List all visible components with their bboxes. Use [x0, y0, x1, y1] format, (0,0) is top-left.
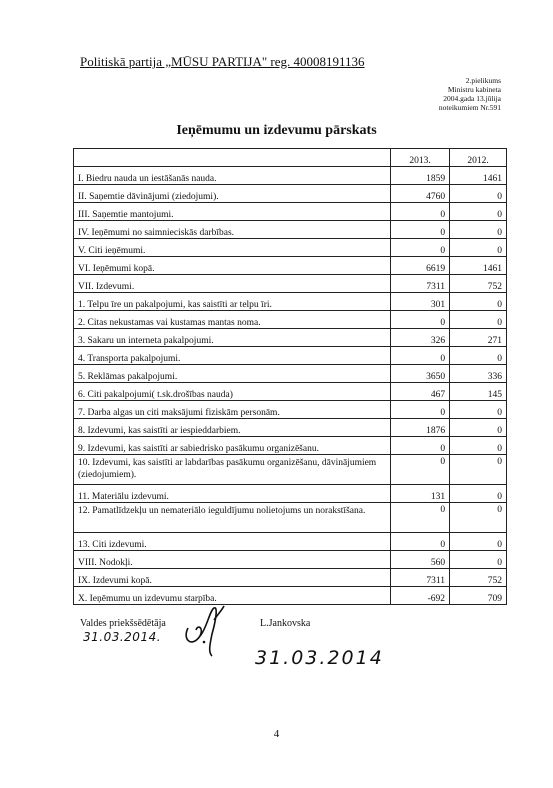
table-row — [74, 257, 507, 275]
value-2012: 1461 — [450, 167, 507, 185]
row-label: I. Biedru nauda un iestāšanās nauda. — [74, 167, 391, 185]
row-label: IV. Ieņēmumi no saimnieciskās darbības. — [74, 221, 391, 239]
income-expense-table — [73, 148, 507, 605]
value-2013: 6619 — [391, 257, 450, 275]
table-row — [74, 503, 507, 533]
value-2013: 1876 — [391, 419, 450, 437]
row-label: V. Citi ieņēmumi. — [74, 239, 391, 257]
party-name-header: Politiskā partija „MŪSU PARTIJA" reg. 40008191136 — [80, 54, 365, 69]
value-2013: 0 — [391, 203, 450, 221]
value-2013: 0 — [391, 533, 450, 551]
value-2013: 301 — [391, 293, 450, 311]
value-2013: 467 — [391, 383, 450, 401]
signatory-name: L.Jankovska — [260, 618, 311, 629]
table-row — [74, 239, 507, 257]
table-row — [74, 437, 507, 455]
value-2013: 3650 — [391, 365, 450, 383]
signatory-role: Valdes priekšsēdētāja — [80, 618, 166, 629]
row-label: 2. Citas nekustamas vai kustamas mantas noma. — [74, 311, 391, 329]
report-title: Ieņēmumu un izdevumu pārskats — [176, 123, 377, 138]
table-row — [74, 185, 507, 203]
value-2013: 0 — [391, 239, 450, 257]
value-2013: 7311 — [391, 275, 450, 293]
value-2013: 326 — [391, 329, 450, 347]
header-year-2013: 2013. — [391, 149, 450, 167]
table-row — [74, 203, 507, 221]
handwritten-signature — [178, 600, 238, 665]
table-row — [74, 311, 507, 329]
header-year-2012: 2012. — [450, 149, 507, 167]
value-2013: 4760 — [391, 185, 450, 203]
table-row — [74, 551, 507, 569]
table-row — [74, 275, 507, 293]
table-row — [74, 293, 507, 311]
value-2012: 0 — [450, 551, 507, 569]
value-2013: 7311 — [391, 569, 450, 587]
value-2013: 560 — [391, 551, 450, 569]
table-body — [74, 167, 507, 605]
row-label: VIII. Nodokļi. — [74, 551, 391, 569]
annex-line-3: 2004.gada 13.jūlija — [443, 94, 501, 103]
value-2013: 0 — [391, 311, 450, 329]
table-row — [74, 455, 507, 485]
value-2012: 0 — [450, 419, 507, 437]
value-2013: 131 — [391, 485, 450, 503]
handwritten-date: 31.03.2014 — [255, 647, 384, 669]
value-2012: 271 — [450, 329, 507, 347]
value-2013: 1859 — [391, 167, 450, 185]
value-2012: 0 — [450, 533, 507, 551]
row-label: 5. Reklāmas pakalpojumi. — [74, 365, 391, 383]
value-2013: 0 — [391, 503, 450, 533]
value-2012: 0 — [450, 437, 507, 455]
row-label: 1. Telpu īre un pakalpojumi, kas saistīti ar telpu īri. — [74, 293, 391, 311]
value-2012: 752 — [450, 569, 507, 587]
table-row — [74, 587, 507, 605]
table-row — [74, 419, 507, 437]
row-label: 8. Izdevumi, kas saistīti ar iespieddarbiem. — [74, 419, 391, 437]
table-row — [74, 167, 507, 185]
value-2013: 0 — [391, 401, 450, 419]
value-2013: 0 — [391, 221, 450, 239]
value-2012: 0 — [450, 311, 507, 329]
row-label: II. Saņemtie dāvinājumi (ziedojumi). — [74, 185, 391, 203]
value-2012: 0 — [450, 203, 507, 221]
row-label: III. Saņemtie mantojumi. — [74, 203, 391, 221]
row-label: 12. Pamatlīdzekļu un nemateriālo ieguldījumu nolietojums un norakstīšana. — [74, 503, 391, 533]
value-2013: 0 — [391, 455, 450, 485]
row-label: 6. Citi pakalpojumi( t.sk.drošības nauda) — [74, 383, 391, 401]
table-row — [74, 347, 507, 365]
row-label: 7. Darba algas un citi maksājumi fiziskām personām. — [74, 401, 391, 419]
row-label: VII. Izdevumi. — [74, 275, 391, 293]
value-2012: 0 — [450, 347, 507, 365]
row-label: 4. Transporta pakalpojumi. — [74, 347, 391, 365]
table-row — [74, 485, 507, 503]
table-row — [74, 401, 507, 419]
annex-line-4: noteikumiem Nr.591 — [438, 103, 501, 112]
value-2012: 752 — [450, 275, 507, 293]
table-row — [74, 329, 507, 347]
value-2013: -692 — [391, 587, 450, 605]
value-2012: 0 — [450, 503, 507, 533]
row-label: IX. Izdevumi kopā. — [74, 569, 391, 587]
table-row — [74, 533, 507, 551]
value-2012: 709 — [450, 587, 507, 605]
row-label: 13. Citi izdevumi. — [74, 533, 391, 551]
value-2012: 0 — [450, 293, 507, 311]
header-label-cell — [74, 149, 391, 167]
signature-scribble-icon — [178, 600, 238, 660]
table-row — [74, 365, 507, 383]
table-header-row — [74, 149, 507, 167]
row-label: X. Ieņēmumu un izdevumu starpība. — [74, 587, 391, 605]
value-2012: 0 — [450, 185, 507, 203]
row-label: 10. Izdevumi, kas saistīti ar labdarības pasākumu organizēšanu, dāvinājumiem (ziedojumiem). — [74, 455, 391, 485]
value-2013: 0 — [391, 437, 450, 455]
table-row — [74, 569, 507, 587]
annex-line-1: 2.pielikums — [465, 76, 501, 85]
value-2012: 0 — [450, 401, 507, 419]
annex-line-2: Ministru kabineta — [447, 85, 501, 94]
row-label: 11. Materiālu izdevumi. — [74, 485, 391, 503]
value-2012: 1461 — [450, 257, 507, 275]
row-label: 9. Izdevumi, kas saistīti ar sabiedrisko pasākumu organizēšanu. — [74, 437, 391, 455]
value-2012: 0 — [450, 485, 507, 503]
value-2013: 0 — [391, 347, 450, 365]
value-2012: 0 — [450, 455, 507, 485]
value-2012: 0 — [450, 221, 507, 239]
table-row — [74, 383, 507, 401]
row-label: 3. Sakaru un interneta pakalpojumi. — [74, 329, 391, 347]
value-2012: 336 — [450, 365, 507, 383]
row-label: VI. Ieņēmumi kopā. — [74, 257, 391, 275]
page-number: 4 — [273, 728, 280, 740]
table-row — [74, 221, 507, 239]
annex-reference — [439, 76, 501, 112]
signature-date: 31.03.2014. — [83, 630, 162, 644]
value-2012: 0 — [450, 239, 507, 257]
value-2012: 145 — [450, 383, 507, 401]
